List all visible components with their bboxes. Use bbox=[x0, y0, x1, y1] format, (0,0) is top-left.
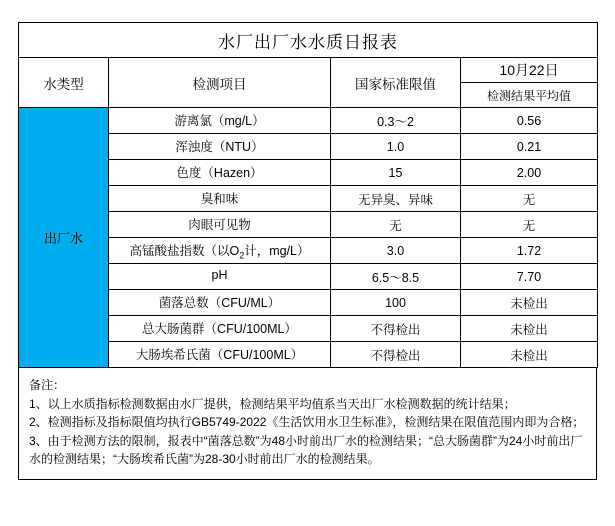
result-value: 0.21 bbox=[461, 134, 598, 160]
item-text: 总大肠菌群（CFU/100ML） bbox=[142, 321, 297, 336]
page-title: 水厂出厂水水质日报表 bbox=[19, 23, 598, 58]
header-water-type: 水类型 bbox=[19, 58, 109, 108]
item-name bbox=[109, 160, 331, 186]
result-value: 未检出 bbox=[461, 342, 598, 368]
header-item: 检测项目 bbox=[109, 58, 331, 108]
item-text: 浑浊度（NTU） bbox=[175, 139, 264, 154]
item-name bbox=[109, 264, 331, 290]
item-text: 菌落总数（CFU/ML） bbox=[158, 295, 281, 310]
item-text-suffix: 计，mg/L） bbox=[244, 243, 310, 258]
water-quality-table bbox=[18, 22, 598, 368]
item-text: pH bbox=[211, 268, 228, 283]
item-text: 高锰酸盐指数（以O bbox=[129, 243, 240, 258]
result-value: 1.72 bbox=[461, 238, 598, 264]
result-value: 2.00 bbox=[461, 160, 598, 186]
header-date: 10月22日 bbox=[461, 58, 598, 83]
notes-heading: 备注： bbox=[29, 378, 66, 392]
result-value: 未检出 bbox=[461, 316, 598, 342]
limit-value: 不得检出 bbox=[331, 316, 461, 342]
limit-value: 3.0 bbox=[331, 238, 461, 264]
limit-value: 15 bbox=[331, 160, 461, 186]
item-name bbox=[109, 134, 331, 160]
result-value: 未检出 bbox=[461, 290, 598, 316]
item-subscript: 2 bbox=[239, 250, 245, 261]
limit-value: 无异臭、异味 bbox=[331, 186, 461, 212]
item-text: 色度（Hazen） bbox=[176, 165, 263, 180]
item-name bbox=[109, 290, 331, 316]
header-standard-limit: 国家标准限值 bbox=[331, 58, 461, 108]
water-type-value: 出厂水 bbox=[19, 108, 109, 368]
limit-value: 0.3～2 bbox=[331, 108, 461, 134]
item-name bbox=[109, 212, 331, 238]
item-text: 臭和味 bbox=[200, 191, 239, 206]
item-text: 大肠埃希氏菌（CFU/100ML） bbox=[135, 347, 304, 362]
header-row bbox=[19, 58, 598, 83]
table-row bbox=[19, 108, 598, 134]
result-value: 无 bbox=[461, 212, 598, 238]
notes-line-3: 3、由于检测方法的限制，报表中“菌落总数”为48小时前出厂水的检测结果；“总大肠菌群”为24小时前出厂水的检测结果；“大肠埃希氏菌”为28-30小时前出厂水的检测结果。 bbox=[29, 433, 583, 467]
item-name bbox=[109, 342, 331, 368]
notes-line-1: 1、以上水质指标检测数据由水厂提供，检测结果平均值系当天出厂水检测数据的统计结果； bbox=[29, 396, 516, 411]
item-name bbox=[109, 238, 331, 264]
item-text: 肉眼可见物 bbox=[188, 217, 251, 232]
item-name bbox=[109, 108, 331, 134]
item-name bbox=[109, 186, 331, 212]
notes-section bbox=[18, 368, 597, 480]
header-result-average: 检测结果平均值 bbox=[461, 83, 598, 108]
limit-value: 不得检出 bbox=[331, 342, 461, 368]
limit-value: 无 bbox=[331, 212, 461, 238]
title-row bbox=[19, 23, 598, 58]
notes-line-2: 2、检测指标及指标限值均执行GB5749-2022《生活饮用水卫生标准》，检测结果在限值范围内即为合格； bbox=[29, 415, 585, 430]
result-value: 无 bbox=[461, 186, 598, 212]
limit-value: 1.0 bbox=[331, 134, 461, 160]
result-value: 0.56 bbox=[461, 108, 598, 134]
result-value: 7.70 bbox=[461, 264, 598, 290]
limit-value: 6.5～8.5 bbox=[331, 264, 461, 290]
item-text: 游离氯（mg/L） bbox=[174, 113, 265, 128]
item-name bbox=[109, 316, 331, 342]
limit-value: 100 bbox=[331, 290, 461, 316]
